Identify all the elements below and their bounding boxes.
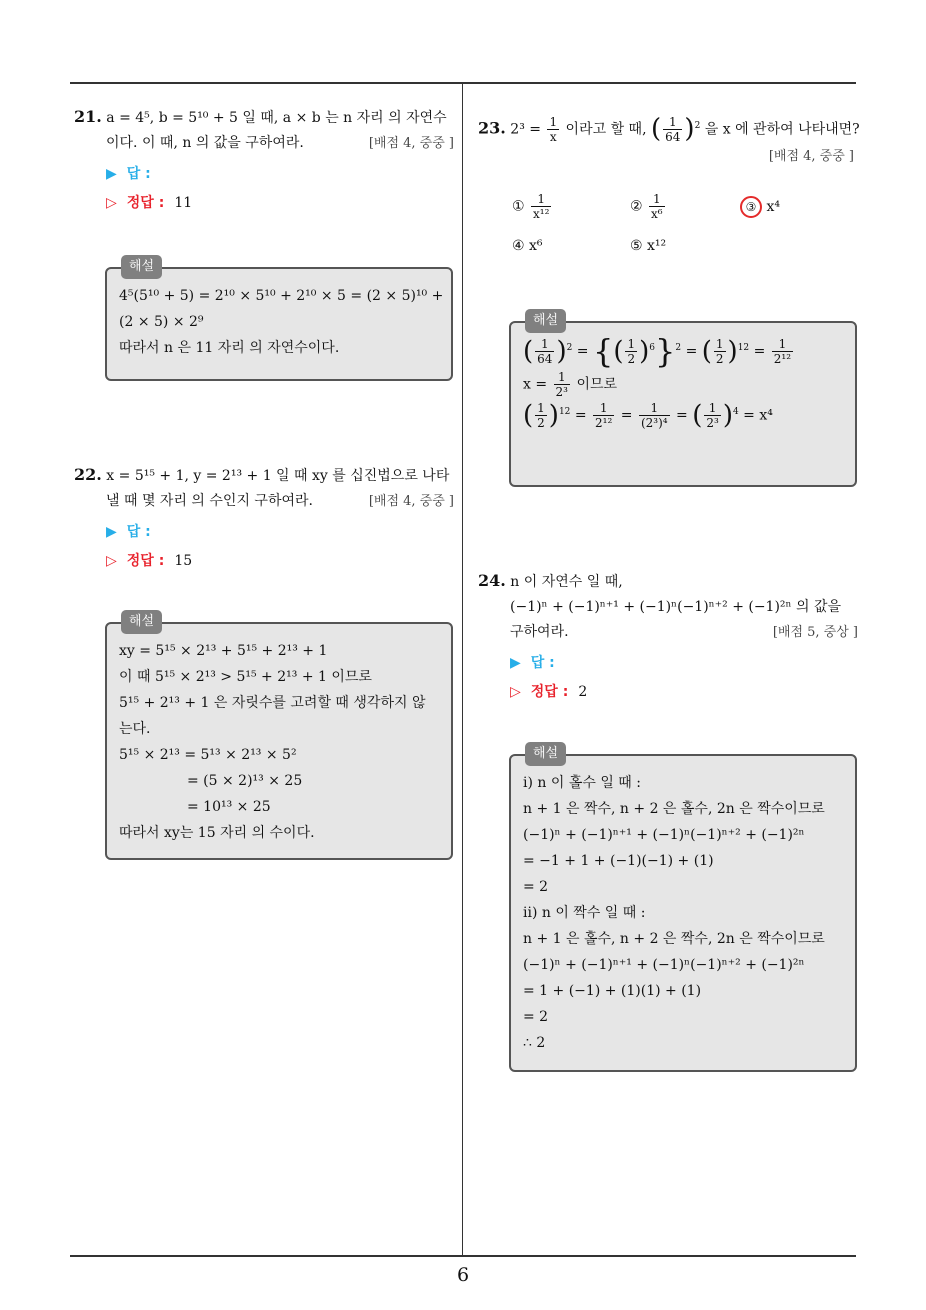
score-meta: [배점 5, 중상 ]	[772, 625, 858, 640]
exponent: 2	[694, 121, 701, 131]
question-text: n 이 자연수 일 때,	[510, 574, 623, 590]
explanation-line: i) n 이 홀수 일 때 :	[523, 775, 641, 791]
numerator: 1	[535, 337, 554, 352]
explanation-line: = 2	[523, 879, 549, 895]
question-text: 이다. 이 때, n 의 값을 구하여라.	[106, 135, 304, 151]
page-number: 6	[456, 1264, 470, 1286]
paren: (	[701, 336, 712, 367]
question-text: a = 4⁵, b = 5¹⁰ + 5 일 때, a × b 는 n 자리 의 자연수	[106, 110, 447, 126]
explanation-line: = 10¹³ × 25	[187, 799, 271, 815]
correct-answer-line	[74, 549, 454, 574]
exponent: 2	[675, 343, 682, 353]
answer-line	[74, 520, 454, 545]
option-2[interactable]	[630, 192, 667, 221]
numerator: 1	[649, 192, 665, 207]
outline-triangle-icon: ▷	[106, 195, 117, 211]
explanation-line: (−1)ⁿ + (−1)ⁿ⁺¹ + (−1)ⁿ(−1)ⁿ⁺² + (−1)²ⁿ	[523, 957, 805, 973]
fraction	[535, 401, 547, 430]
option-text: x¹²	[647, 238, 667, 254]
question-23	[478, 114, 858, 169]
denominator: 2³	[555, 385, 568, 400]
explanation-line: 4⁵(5¹⁰ + 5) = 2¹⁰ × 5¹⁰ + 2¹⁰ × 5 = (2 × 5)¹⁰ +	[119, 288, 444, 304]
option-1[interactable]	[512, 192, 553, 221]
equals: =	[574, 407, 587, 424]
numerator: 1	[537, 401, 545, 416]
equals: =	[676, 407, 688, 424]
explanation-line: (2 × 5) × 2⁹	[119, 314, 204, 330]
numerator: 1	[772, 337, 793, 352]
numerator: 1	[549, 115, 558, 130]
paren: (	[613, 336, 624, 367]
explanation-line	[523, 332, 843, 371]
answer-line	[478, 651, 858, 676]
explanation-line: 5¹⁵ + 2¹³ + 1 은 자릿수를 고려할 때 생각하지 않	[119, 695, 426, 711]
option-4[interactable]	[512, 238, 543, 254]
text: 이므로	[576, 376, 618, 393]
denominator: 2¹²	[773, 352, 792, 367]
bottom-rule	[70, 1255, 856, 1257]
correct-value: 2	[578, 684, 588, 700]
explanation-line: = (5 × 2)¹³ × 25	[187, 773, 303, 789]
play-icon: ▶	[106, 524, 117, 540]
explanation-box-23	[509, 313, 857, 487]
numerator: 1	[627, 337, 636, 352]
explanation-line: 는다.	[119, 721, 151, 737]
question-text: x = 5¹⁵ + 1, y = 2¹³ + 1 일 때 xy 를 십진법으로 나타	[106, 468, 450, 484]
equals: =	[753, 343, 766, 360]
exponent: 2	[566, 343, 573, 353]
fraction	[704, 401, 720, 430]
numerator: 1	[593, 401, 614, 416]
numerator: 1	[531, 192, 551, 207]
denominator: 2¹²	[595, 416, 613, 431]
explanation-line: 5¹⁵ × 2¹³ = 5¹³ × 2¹³ × 5²	[119, 747, 297, 763]
option-mark: ④	[512, 238, 525, 254]
denominator: x	[549, 130, 557, 145]
exponent: 12	[737, 343, 750, 353]
fraction	[663, 115, 682, 144]
fraction	[531, 192, 551, 221]
numerator: 1	[663, 115, 682, 130]
paren: )	[639, 336, 650, 367]
equals: =	[685, 343, 698, 360]
equals: =	[576, 343, 589, 360]
explanation-line: n + 1 은 홀수, n + 2 은 짝수, 2n 은 짝수이므로	[523, 931, 825, 947]
question-number: 23.	[478, 118, 506, 138]
explanation-line	[523, 401, 843, 430]
numerator: 1	[554, 370, 570, 385]
question-text: 구하여라.	[510, 624, 569, 640]
explanation-line: ii) n 이 짝수 일 때 :	[523, 905, 646, 921]
fraction	[625, 337, 637, 366]
explanation-box-22	[105, 614, 453, 860]
denominator: 64	[665, 130, 681, 145]
fraction	[714, 337, 726, 366]
selected-mark: ③	[740, 196, 762, 218]
correct-value: 15	[174, 553, 193, 569]
denominator: 2³	[706, 416, 719, 431]
paren: )	[684, 114, 695, 145]
explanation-line: ∴ 2	[523, 1035, 546, 1051]
option-mark: ⑤	[630, 238, 643, 254]
correct-answer-line	[478, 680, 858, 705]
explanation-tab: 해설	[525, 309, 566, 333]
explanation-line: (−1)ⁿ + (−1)ⁿ⁺¹ + (−1)ⁿ(−1)ⁿ⁺² + (−1)²ⁿ	[523, 827, 805, 843]
correct-label: 정답 :	[126, 553, 165, 569]
paren: (	[523, 336, 534, 367]
denominator: 2	[627, 352, 636, 367]
paren: (	[692, 400, 703, 431]
question-text: 을 x 에 관하여 나타내면?	[704, 121, 860, 138]
denominator: 2	[715, 352, 724, 367]
option-mark: ①	[512, 198, 525, 215]
option-text: x⁴	[766, 199, 780, 215]
explanation-line: = 1 + (−1) + (1)(1) + (1)	[523, 983, 702, 999]
explanation-line: xy = 5¹⁵ × 2¹³ + 5¹⁵ + 2¹³ + 1	[119, 643, 328, 659]
fraction	[639, 401, 670, 430]
fraction	[649, 192, 665, 221]
correct-label: 정답 :	[530, 684, 569, 700]
paren: (	[650, 114, 662, 145]
option-5[interactable]	[630, 238, 666, 254]
equals: =	[620, 407, 633, 424]
question-text: 이라고 할 때,	[565, 121, 647, 138]
column-divider	[462, 83, 463, 1256]
numerator: 1	[639, 401, 670, 416]
paren: )	[722, 400, 733, 431]
question-number: 24.	[478, 571, 506, 590]
paren: )	[556, 336, 567, 367]
top-rule	[70, 82, 856, 84]
denominator: 2	[537, 416, 545, 431]
answer-line	[74, 162, 454, 187]
text: = x⁴	[743, 407, 773, 424]
fraction	[547, 115, 559, 144]
explanation-line: 따라서 xy는 15 자리 의 수이다.	[119, 825, 315, 841]
fraction	[772, 337, 793, 366]
correct-value: 11	[174, 195, 193, 211]
explanation-box-24	[509, 746, 857, 1072]
fraction	[593, 401, 614, 430]
explanation-line	[523, 370, 843, 399]
fraction	[554, 370, 570, 399]
outline-triangle-icon: ▷	[106, 553, 117, 569]
option-text: x⁶	[529, 238, 543, 254]
numerator: 1	[715, 337, 724, 352]
brace: }	[655, 332, 676, 371]
numerator: 1	[704, 401, 720, 416]
explanation-line: 따라서 n 은 11 자리 의 자연수이다.	[119, 340, 340, 356]
option-mark: ②	[630, 198, 643, 215]
explanation-line: = −1 + 1 + (−1)(−1) + (1)	[523, 853, 714, 869]
fraction	[535, 337, 554, 366]
question-text: 낼 때 몇 자리 의 수인지 구하여라.	[106, 493, 313, 509]
explanation-line: n + 1 은 짝수, n + 2 은 홀수, 2n 은 짝수이므로	[523, 801, 825, 817]
score-meta: [배점 4, 중중 ]	[768, 149, 854, 165]
exponent: 6	[649, 343, 656, 353]
answer-label: 답 :	[530, 655, 555, 671]
paren: )	[548, 400, 559, 431]
explanation-box-21	[105, 259, 453, 381]
denominator: x¹²	[533, 207, 550, 221]
question-22	[74, 462, 454, 574]
denominator: x⁶	[651, 207, 663, 221]
correct-answer-line	[74, 191, 454, 216]
score-meta: [배점 4, 중중 ]	[368, 494, 454, 509]
correct-label: 정답 :	[126, 195, 165, 211]
explanation-tab: 해설	[121, 255, 162, 279]
explanation-line: = 2	[523, 1009, 549, 1025]
score-meta: [배점 4, 중중 ]	[368, 136, 454, 151]
paren: )	[727, 336, 738, 367]
question-21	[74, 104, 454, 216]
brace: {	[592, 332, 614, 371]
exponent: 12	[558, 407, 571, 418]
outline-triangle-icon: ▷	[510, 684, 521, 700]
explanation-tab: 해설	[525, 742, 566, 766]
question-24	[478, 568, 858, 705]
option-3[interactable]	[740, 196, 780, 218]
question-text: (−1)ⁿ + (−1)ⁿ⁺¹ + (−1)ⁿ(−1)ⁿ⁺² + (−1)²ⁿ 의 값을	[510, 599, 842, 615]
text: x =	[523, 376, 548, 393]
question-number: 22.	[74, 465, 102, 484]
answer-label: 답 :	[126, 166, 151, 182]
paren: (	[523, 400, 534, 431]
explanation-tab: 해설	[121, 610, 162, 634]
question-number: 21.	[74, 107, 102, 126]
exponent: 4	[732, 407, 739, 418]
explanation-line: 이 때 5¹⁵ × 2¹³ > 5¹⁵ + 2¹³ + 1 이므로	[119, 669, 372, 685]
denominator: (2³)⁴	[640, 416, 668, 431]
play-icon: ▶	[106, 166, 117, 182]
denominator: 64	[537, 352, 553, 367]
play-icon: ▶	[510, 655, 521, 671]
question-text: 2³ =	[510, 121, 541, 138]
answer-label: 답 :	[126, 524, 151, 540]
